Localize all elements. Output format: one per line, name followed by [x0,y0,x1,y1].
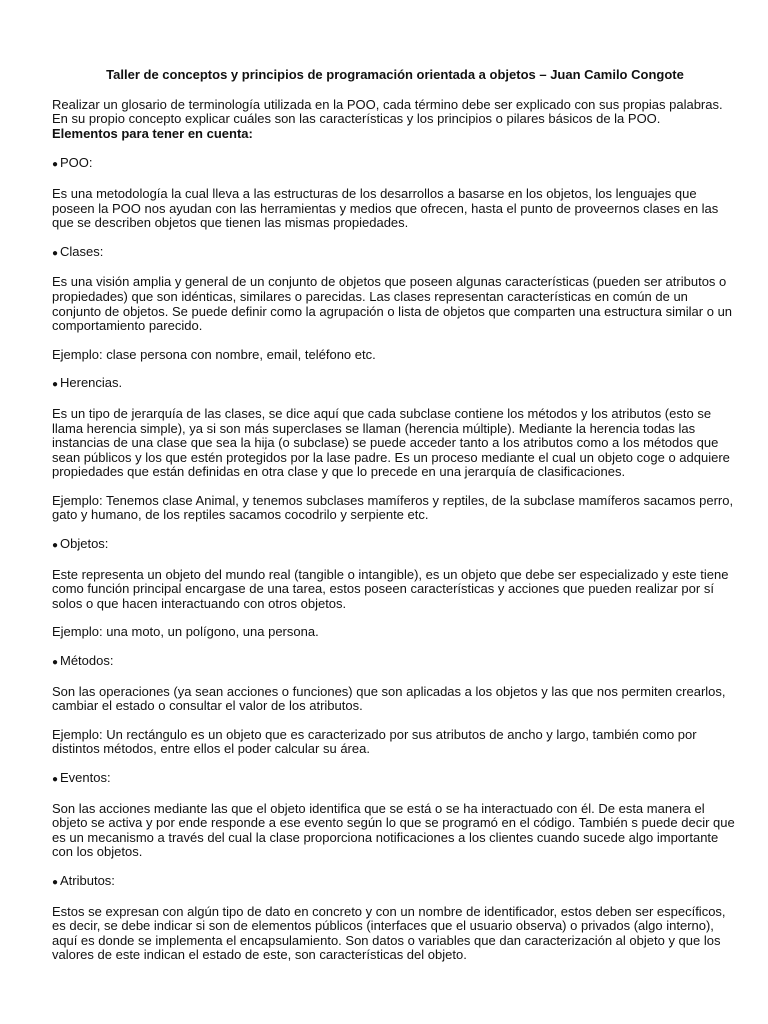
bullet-icon: ● [52,876,59,888]
section-heading-label: Atributos: [60,872,115,888]
bullet-icon: ● [52,657,59,669]
section-heading-label: Herencias. [60,375,123,391]
section-example: Ejemplo: una moto, un polígono, una persona. [52,624,319,640]
section-heading [52,654,738,671]
section-definition: Es una metodología la cual lleva a las estructuras de los desarrollos a basarse en los objetos, los lenguajes que poseen la POO nos ayudan con las herramientas y medios que ofrecen, hasta el punto de proveernos clases en las que se describen objetos que tienen las mismas propiedades. [52,185,719,231]
section-example: Ejemplo: Tenemos clase Animal, y tenemos subclases mamíferos y reptiles, de la subclase mamíferos sacamos perro, gato y humano, de los reptiles sacamos cocodrilo y serpiente etc. [52,492,734,523]
section-heading-label: Eventos: [60,770,111,785]
document-title: Taller de conceptos y principios de programación orientada a objetos – Juan Camilo Congote [106,67,684,82]
section-heading [52,537,738,554]
section-definition: Son las operaciones (ya sean acciones o funciones) que son aplicadas a los objetos y las que nos permiten crearlos, cambiar el estado o consultar el valor de los atributos. [52,683,726,714]
section-definition: Estos se expresan con algún tipo de dato en concreto y con un nombre de identificador, estos deben ser específicos, es decir, se debe indicar si son de elementos públicos (interfaces que el usuario observa) o privados (algo interno), aquí es donde se implementa el encapsulamiento. Son datos o variables que dan caracterización al objeto y que los valores de este indican el estado de este, son características del objeto. [52,903,726,963]
glossary-sections [52,156,738,963]
document-page [52,68,738,977]
intro-paragraph: Realizar un glosario de terminología utilizada en la POO, cada término debe ser explicado con sus propias palabras. En su propio concepto explicar cuáles son las características y los principios o pilares básicos de la POO. [52,96,723,127]
section-heading-label: Métodos: [60,653,114,669]
bullet-icon: ● [52,540,59,552]
section-example: Ejemplo: Un rectángulo es un objeto que es caracterizado por sus atributos de ancho y largo, también como por distintos métodos, entre ellos el poder calcular su área. [52,726,697,757]
section-definition: Son las acciones mediante las que el objeto identifica que se está o se ha interactuado con él. De esta manera el objeto se activa y por ende responde a ese evento según lo que se programó en el código. También s puede decir que es un mecanismo a través del cual la clase proporciona notificaciones a los clientes cuando sucede algo importante con los objetos. [52,800,735,860]
section-definition: Este representa un objeto del mundo real (tangible o intangible), es un objeto que debe ser especializado y este tiene como función principal encargase de una tarea, estos poseen características y acciones que pueden realizar por sí solos o que hacen interactuando con otros objetos. [52,566,729,611]
section-heading-label: Objetos: [60,536,109,552]
section-heading [52,874,738,891]
section-definition: Es un tipo de jerarquía de las clases, se dice aquí que cada subclase contiene los métodos y los atributos (esto se llama herencia simple), ya si son más superclases se llaman (herencia múltiple). Mediante la herencia todas las instancias de una clase que sea la hija (o subclase) se puede acceder tanto a los atributos como a los métodos que sean públicos y los que estén protegidos por la lase padre. Es un proceso mediante el cual un objeto coge o adquiere propiedades que están definidas en otra clase y que lo precede en una jerarquía de clasificaciones. [52,405,730,480]
bullet-icon: ● [52,774,59,785]
section-heading [52,156,738,173]
bullet-icon: ● [52,247,59,259]
section-definition: Es una visión amplia y general de un conjunto de objetos que poseen algunas características (pueden ser atributos o propiedades) que son idénticas, similares o parecidas. Las clases representan características en común de un conjunto de objetos. Se puede definir como la agrupación o lista de objetos que comparten una estructura similar o un comportamiento parecido. [52,274,733,334]
section-heading [52,771,738,788]
bullet-icon: ● [52,379,59,391]
intro-subheading: Elementos para tener en cuenta: [52,125,253,141]
section-example: Ejemplo: clase persona con nombre, email, teléfono etc. [52,346,376,362]
section-heading [52,245,738,262]
section-heading [52,376,738,393]
section-heading-label: Clases: [60,243,104,259]
bullet-icon: ● [52,159,59,171]
section-heading-label: POO: [60,155,93,171]
